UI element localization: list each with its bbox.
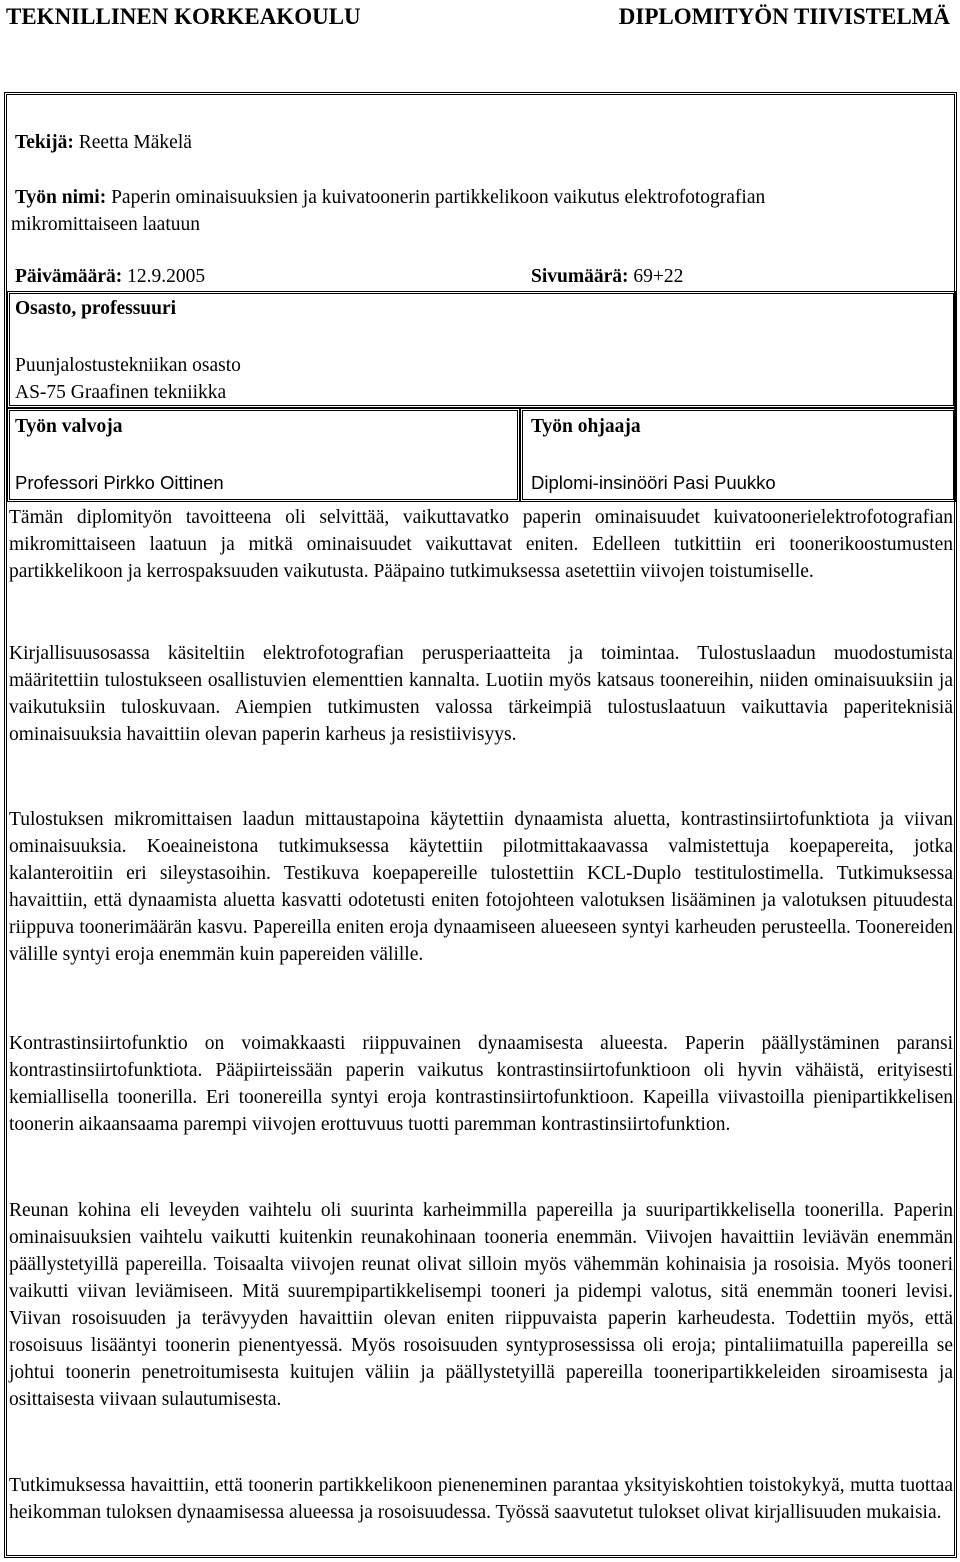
- pages-value: 69+22: [633, 266, 684, 287]
- instructor-label: Työn ohjaaja: [531, 416, 641, 437]
- date-row: [15, 263, 205, 290]
- author-value: Reetta Mäkelä: [78, 132, 192, 153]
- abstract-paragraph-6: Tutkimuksessa havaittiin, että toonerin partikkelikoon pieneneminen parantaa yksityiskohtien toistokykyä, mutta tuottaa heikomman tuloksen dynaamisessa alueessa ja rosoisuudessa. Työssä saavutetut tulokset olivat kirjallisuuden mukaisia.: [9, 1475, 953, 1523]
- date-value: 12.9.2005: [127, 266, 206, 287]
- abstract-paragraph-3: Tulostuksen mikromittaisen laadun mittaustapoina käytettiin dynaamista aluetta, kontrastinsiirtofunktiota ja viivan ominaisuuksia. Koeaineistona tutkimuksessa käytettiin pilotmittakaavassa valmistettuja koepapereita, jotka kalanteroitiin eri sileystasoihin. Testikuva koepapereille tulostettiin KCL-Duplo testitulostimella. Tutkimuksessa havaittiin, että dynaamista aluetta kasvatti odotetusti eniten fotojohteen valotuksen lisääminen ja valotuksen pituudesta riippuva toonerimäärän kasvu. Papereilla eniten eroja dynaamiseen alueeseen syntyi karheuden perusteella. Toonereiden välille syntyi eroja enemmän kuin papereiden välille.: [9, 809, 953, 965]
- title-value-line2: mikromittaiseen laatuun: [11, 214, 200, 235]
- department-label: Osasto, professuuri: [15, 298, 177, 319]
- department-line2: AS-75 Graafinen tekniikka: [15, 382, 227, 403]
- department-line1: Puunjalostustekniikan osasto: [15, 355, 241, 376]
- document-type-header: DIPLOMITYÖN TIIVISTELMÄ: [618, 4, 950, 29]
- instructor-value: Diplomi-insinööri Pasi Puukko: [531, 472, 776, 493]
- institution-header: TEKNILLINEN KORKEAKOULU: [6, 4, 361, 29]
- supervisor-label: Työn valvoja: [15, 416, 123, 437]
- pages-row: [531, 263, 683, 290]
- author-row: [15, 129, 192, 156]
- date-label: Päivämäärä:: [15, 266, 123, 287]
- supervisor-value: Professori Pirkko Oittinen: [15, 472, 224, 493]
- abstract-paragraph-1: Tämän diplomityön tavoitteena oli selvittää, vaikuttavatko paperin ominaisuudet kuivatoonerielektrofotografian mikromittaiseen laatuun ja mitkä ominaisuudet vaikuttavat eniten. Edelleen tutkittiin eri toonerikoostumusten partikkelikoon ja kerrospaksuuden vaikutusta. Pääpaino tutkimuksessa asetettiin viivojen toistumiselle.: [9, 507, 953, 582]
- abstract-paragraph-4: Kontrastinsiirtofunktio on voimakkaasti riippuvainen dynaamisesta alueesta. Paperin päällystäminen paransi kontrastinsiirtofunktiota. Pääpiirteissään paperin vaikutus kontrastinsiirtofunktioon oli hyvin vähäistä, erityisesti kemiallisella toonerilla. Eri toonereilla syntyi eroja kontrastinsiirtofunktioon. Kapeilla viivastoilla pienipartikkelisen toonerin aikaansaama parempi viivojen erottuvuus tuotti paremman kontrastinsiirtofunktion.: [9, 1033, 953, 1135]
- abstract-paragraph-5: Reunan kohina eli leveyden vaihtelu oli suurinta karheimmilla papereilla ja suuripartikkelisella toonerilla. Paperin ominaisuuksien vaihtelu vaikutti kuitenkin reunakohinaan tooneria enemmän. Viivojen havaittiin leviävän enemmän päällystetyillä papereilla. Toisaalta viivojen reunat olivat silloin myös vähemmän kohinaisia ja rosoisia. Myös tooneri vaikutti viivan leviämiseen. Mitä suurempipartikkelisempi tooneri ja pidempi valotus, sitä enemmän tooneri levisi. Viivan rosoisuuden ja terävyyden havaittiin olevan eniten riippuvaista paperin karheudesta. Todettiin myös, että rosoisuus lisääntyi toonerin pienentyessä. Myös rosoisuuden syntyprosessissa oli eroja; pintaliimatuilla papereilla se johtui toonerin penetroitumisesta kuitujen väliin ja päällystetyillä papereilla tooneripartikkeleiden siroamisesta ja osittaisesta viivaan sulautumisesta.: [9, 1200, 953, 1410]
- title-label: Työn nimi:: [15, 187, 107, 208]
- abstract-paragraph-2: Kirjallisuusosassa käsiteltiin elektrofotografian perusperiaatteita ja toimintaa. Tulostuslaadun muodostumista määritettiin tulostukseen osallistuvien elementtien kannalta. Luotiin myös katsaus toonereihin, niiden ominaisuuksiin ja vaikutuksiin tuloskuvaan. Aiempien tutkimusten valossa tärkeimpiä tulostuslaatuun vaikuttavia paperiteknisiä ominaisuuksia havaittiin olevan paperin karheus ja resistiivisyys.: [9, 643, 953, 745]
- pages-label: Sivumäärä:: [531, 266, 629, 287]
- title-row: [15, 184, 765, 211]
- author-label: Tekijä:: [15, 132, 74, 153]
- title-value-line1: Paperin ominaisuuksien ja kuivatoonerin partikkelikoon vaikutus elektrofotografian: [111, 187, 766, 208]
